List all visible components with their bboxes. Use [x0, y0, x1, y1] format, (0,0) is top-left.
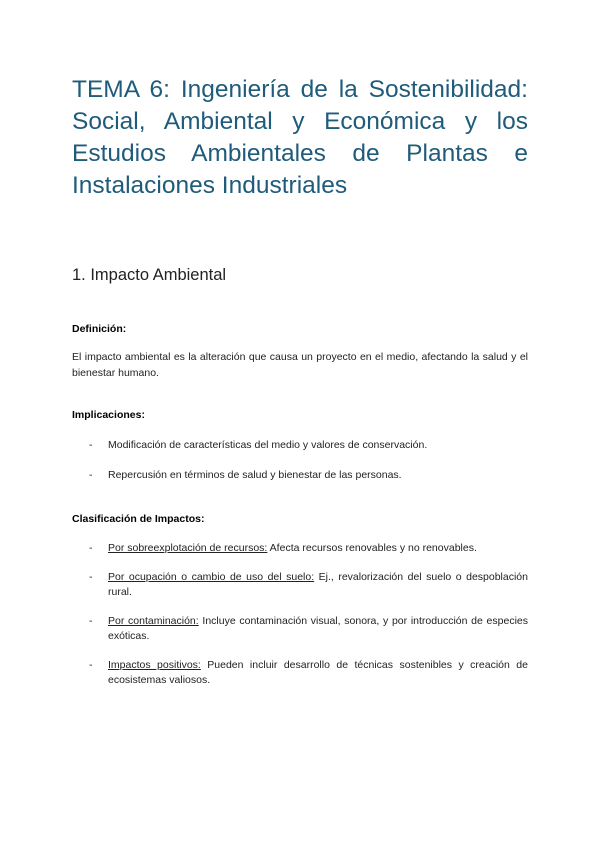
list-item-text: Repercusión en términos de salud y bienestar de las personas. [108, 469, 402, 481]
bullet-dash: - [89, 469, 93, 481]
definition-label: Definición: [72, 323, 127, 335]
list-item-term: Por sobreexplotación de recursos: [108, 542, 268, 554]
bullet-dash: - [89, 659, 93, 671]
bullet-dash: - [89, 571, 93, 583]
implications-label: Implicaciones: [72, 409, 145, 421]
bullet-dash: - [89, 439, 93, 451]
list-item-text: Pueden incluir desarrollo de técnicas sostenibles y creación de ecosistemas valiosos. [108, 659, 528, 686]
list-item [72, 468, 528, 483]
classification-list [72, 541, 528, 556]
list-item [72, 438, 528, 453]
list-item-text: Incluye contaminación visual, sonora, y por introducción de especies exóticas. [108, 615, 528, 642]
list-item [72, 614, 528, 644]
implications-list [72, 438, 528, 483]
list-item-text: Modificación de características del medio y valores de conservación. [108, 439, 428, 451]
list-item-text: Afecta recursos renovables y no renovables. [267, 542, 477, 554]
document-title: TEMA 6: Ingeniería de la Sostenibilidad: Social, Ambiental y Económica y los Estudios Ambientales de Plantas e Instalaciones Industriales [72, 76, 528, 199]
bullet-dash: - [89, 615, 93, 627]
list-item-term: Por contaminación: [108, 615, 199, 627]
classification-list [72, 614, 528, 644]
classification-label: Clasificación de Impactos: [72, 513, 205, 525]
classification-list [72, 658, 528, 688]
list-item [72, 658, 528, 688]
list-item-term: Por ocupación o cambio de uso del suelo: [108, 571, 315, 583]
definition-text: El impacto ambiental es la alteración que causa un proyecto en el medio, afectando la salud y el bienestar humano. [72, 351, 528, 379]
list-item [72, 541, 528, 556]
section-heading: 1. Impacto Ambiental [72, 266, 227, 284]
bullet-dash: - [89, 542, 93, 554]
list-item-text: Ej., revalorización del suelo o despoblación rural. [108, 571, 528, 598]
list-item [72, 570, 528, 600]
classification-list [72, 570, 528, 600]
list-item-term: Impactos positivos: [108, 659, 201, 671]
